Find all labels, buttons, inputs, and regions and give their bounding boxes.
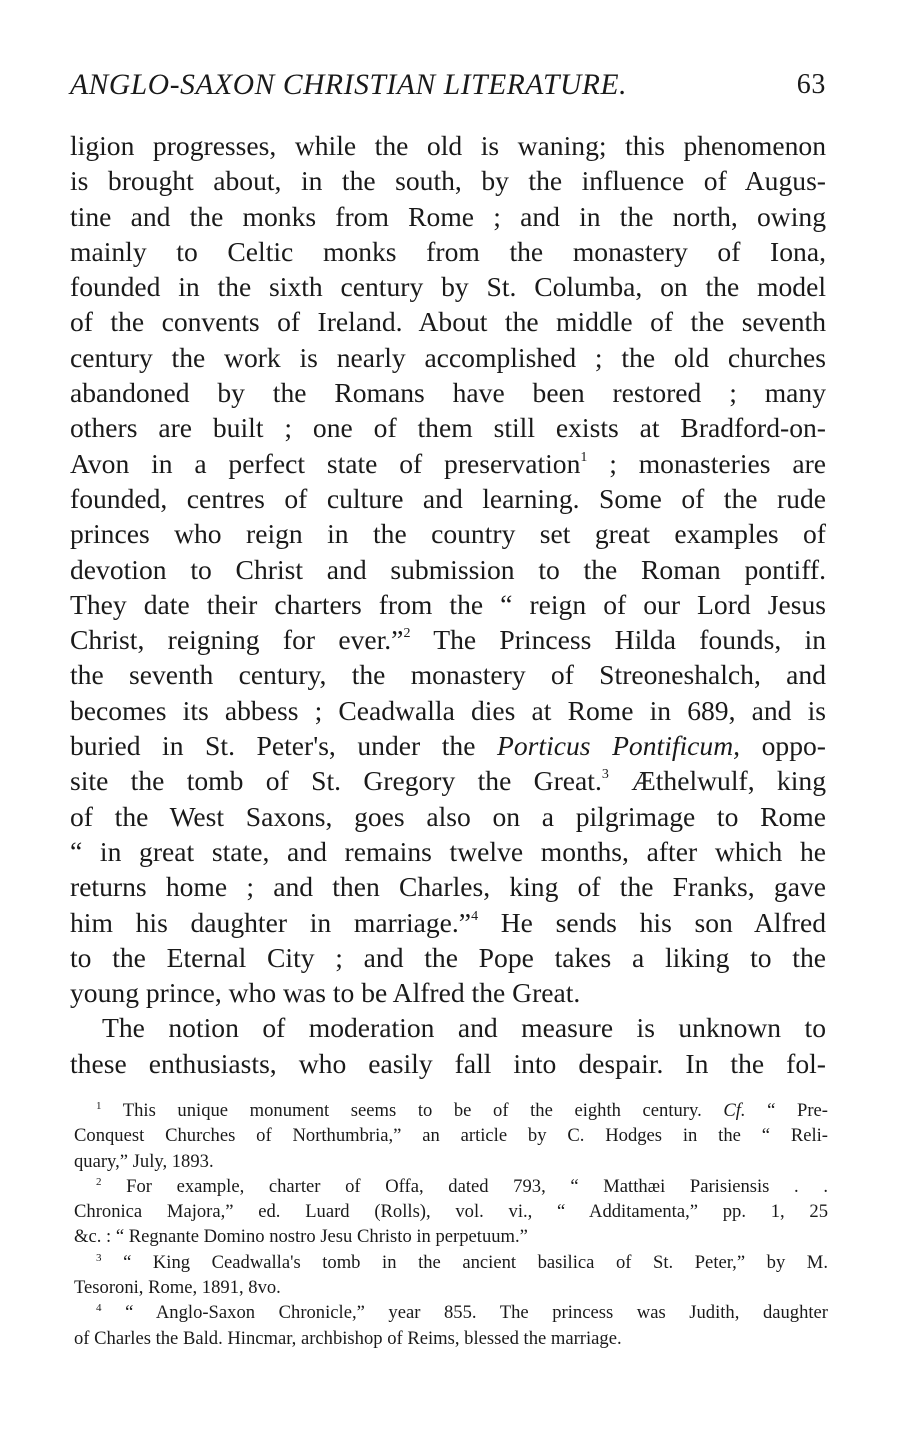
text-line: these enthusiasts, who easily fall into despair. In the fol- [70,1047,826,1079]
running-title: ANGLO-SAXON CHRISTIAN LITERATURE. [70,69,628,101]
text-line: tine and the monks from Rome ; and in the north, owing [70,200,826,232]
footnote-marker: 1 [96,1100,102,1112]
footnote-line: &c. : “ Regnante Domino nostro Jesu Christo in perpetuum.” [74,1226,528,1248]
footnote-line: $^1$ This unique monument seems to be of the eighth century. Cf. “ Pre- [96,1100,828,1121]
text-line: They date their charters from the “ reign of our Lord Jesus [70,588,826,620]
text-line: of the convents of Ireland. About the middle of the seventh [70,306,826,338]
footnote-line: of Charles the Bald. Hincmar, archbishop of Reims, blessed the marriage. [74,1327,622,1349]
footnote-line: Conquest Churches of Northumbria,” an article by C. Hodges in the “ Reli- [74,1125,828,1147]
footnote-line: $^2$ For example, charter of Offa, dated 793, “ Matthæi Parisiensis . . [96,1175,828,1197]
text-line: The notion of moderation and measure is unknown to [102,1012,826,1044]
page-number: 63 [796,69,826,100]
text-line: returns home ; and then Charles, king of the Franks, gave [70,871,826,903]
text-line: others are built ; one of them still exists at Bradford-on- [70,412,826,444]
footnote-line: Chronica Majora,” ed. Luard (Rolls), vol. vi., “ Additamenta,” pp. 1, 25 [74,1201,828,1223]
text-line: founded, centres of culture and learning. Some of the rude [70,482,826,514]
footnote-line: $^4$ “ Anglo-Saxon Chronicle,” year 855. The princess was Judith, daughter [96,1302,828,1324]
text-line: of the West Saxons, goes also on a pilgrimage to Rome [70,800,826,832]
text-line: buried in St. Peter's, under the Porticus Pontificum, oppo- [70,730,826,762]
footnote-ref: 1 [580,449,588,465]
text-line: becomes its abbess ; Ceadwalla dies at Rome in 689, and is [70,694,826,726]
body-text [70,128,826,1081]
text-line: abandoned by the Romans have been restored ; many [70,377,826,409]
running-header [70,64,826,106]
text-line: to the Eternal City ; and the Pope takes a liking to the [70,941,826,973]
latin-phrase: Porticus Pontificum, [497,730,741,762]
text-line: “ in great state, and remains twelve months, after which he [70,835,826,867]
text-line: century the work is nearly accomplished ; the old churches [70,341,826,373]
text-line: Avon in a perfect state of preservation$^1$ ; monasteries are [70,447,826,479]
text-line: ligion progresses, while the old is waning; this phenomenon [70,130,826,161]
footnote-marker: 2 [96,1175,102,1188]
footnote-line: Tesoroni, Rome, 1891, 8vo. [74,1277,281,1299]
footnote-marker: 4 [96,1302,102,1315]
text-line: site the tomb of St. Gregory the Great.$^3$ Æthelwulf, king [70,765,826,797]
footnote-ref: 3 [601,767,609,783]
footnotes [74,1098,828,1351]
text-line: founded in the sixth century by St. Columba, on the model [70,271,826,303]
text-line: is brought about, in the south, by the influence of Augus- [70,165,826,197]
text-line: young prince, who was to be Alfred the Great. [70,977,581,1009]
text-line: the seventh century, the monastery of Streoneshalch, and [70,659,826,691]
footnote-ref: 2 [403,626,411,642]
footnote-line: quary,” July, 1893. [74,1150,214,1172]
footnote-line: $^3$ “ King Ceadwalla's tomb in the ancient basilica of St. Peter,” by M. [96,1251,828,1273]
footnote-ref: 4 [471,908,479,924]
text-line: devotion to Christ and submission to the Roman pontiff. [70,553,826,585]
text-line: Christ, reigning for ever.”$^2$ The Princess Hilda founds, in [70,624,826,656]
footnote-marker: 3 [96,1251,102,1264]
text-line: him his daughter in marriage.”$^4$ He sends his son Alfred [70,906,826,938]
text-line: mainly to Celtic monks from the monastery of Iona, [70,235,826,267]
text-line: princes who reign in the country set great examples of [70,518,826,550]
